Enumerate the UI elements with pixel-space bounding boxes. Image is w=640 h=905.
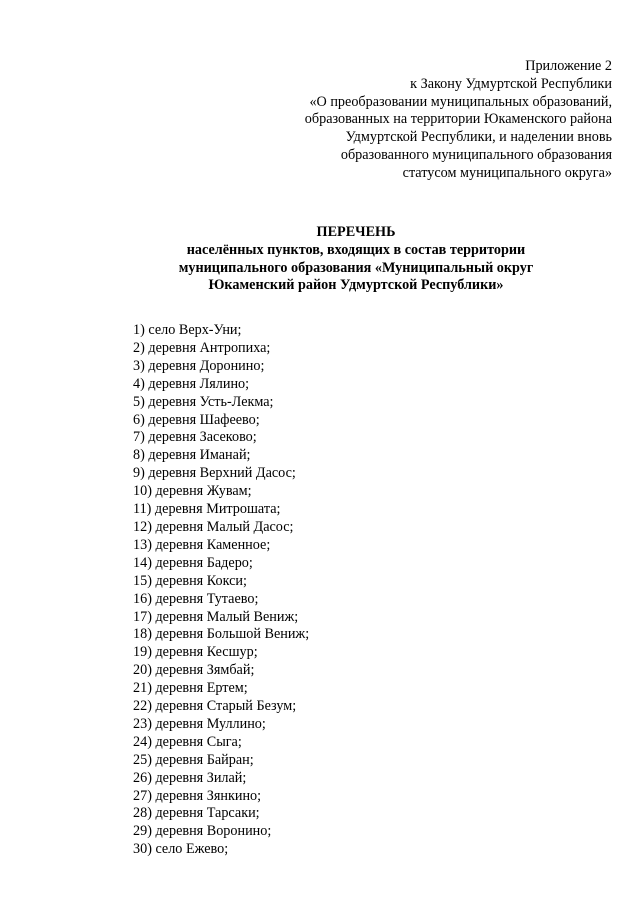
settlement-item: 16) деревня Тутаево; — [133, 590, 259, 607]
settlement-item: 15) деревня Кокси; — [133, 572, 247, 589]
heading-subtitle-line: муниципального образования «Муниципальный округ — [178, 259, 534, 276]
appendix-reference — [192, 58, 612, 183]
settlement-item: 3) деревня Доронино; — [133, 357, 265, 374]
settlement-item: 25) деревня Байран; — [133, 751, 254, 768]
settlement-list — [133, 322, 309, 859]
appendix-line: образованного муниципального образования — [340, 146, 612, 163]
settlement-item: 5) деревня Усть-Лекма; — [133, 393, 274, 410]
settlement-item: 20) деревня Зямбай; — [133, 662, 255, 679]
settlement-item: 23) деревня Муллино; — [133, 715, 266, 732]
appendix-line: Приложение 2 — [525, 58, 612, 74]
settlement-item: 10) деревня Жувам; — [133, 483, 252, 500]
heading-subtitle-line: Юкаменский район Удмуртской Республики» — [208, 277, 504, 294]
appendix-line: статусом муниципального округа» — [402, 164, 612, 181]
appendix-line: «О преобразовании муниципальных образований, — [309, 93, 612, 110]
settlement-item: 6) деревня Шафеево; — [133, 411, 260, 428]
settlement-item: 27) деревня Зянкино; — [133, 787, 262, 804]
appendix-line: Удмуртской Республики, и наделении вновь — [345, 129, 612, 146]
settlement-item: 22) деревня Старый Безум; — [133, 698, 297, 715]
settlement-item: 28) деревня Тарсаки; — [133, 805, 260, 822]
settlement-item: 7) деревня Засеково; — [133, 429, 257, 446]
heading-subtitle-line: населённых пунктов, входящих в состав территории — [186, 241, 526, 258]
settlement-item: 24) деревня Сыга; — [133, 733, 242, 750]
settlement-item: 8) деревня Иманай; — [133, 447, 251, 464]
settlement-item: 21) деревня Ертем; — [133, 680, 248, 697]
settlement-item: 4) деревня Лялино; — [133, 375, 250, 392]
heading-title: ПЕРЕЧЕНЬ — [316, 224, 396, 240]
settlement-item: 29) деревня Воронино; — [133, 823, 272, 840]
settlement-item: 19) деревня Кесшур; — [133, 644, 258, 661]
settlement-item: 18) деревня Большой Вениж; — [133, 626, 310, 643]
appendix-line: к Закону Удмуртской Республики — [410, 75, 612, 92]
settlement-item: 30) село Ежево; — [133, 841, 229, 858]
settlement-item: 13) деревня Каменное; — [133, 536, 271, 553]
settlement-item: 11) деревня Митрошата; — [133, 501, 281, 518]
settlement-item: 12) деревня Малый Дасос; — [133, 518, 294, 535]
appendix-line: образованных на территории Юкаменского района — [304, 111, 612, 128]
settlement-item: 1) село Верх-Уни; — [133, 322, 242, 338]
settlement-item: 9) деревня Верхний Дасос; — [133, 465, 296, 482]
settlement-item: 14) деревня Бадеро; — [133, 554, 253, 571]
settlement-item: 2) деревня Антропиха; — [133, 339, 271, 356]
settlement-item: 26) деревня Зилай; — [133, 769, 247, 786]
document-heading — [0, 224, 640, 295]
settlement-item: 17) деревня Малый Вениж; — [133, 608, 299, 625]
